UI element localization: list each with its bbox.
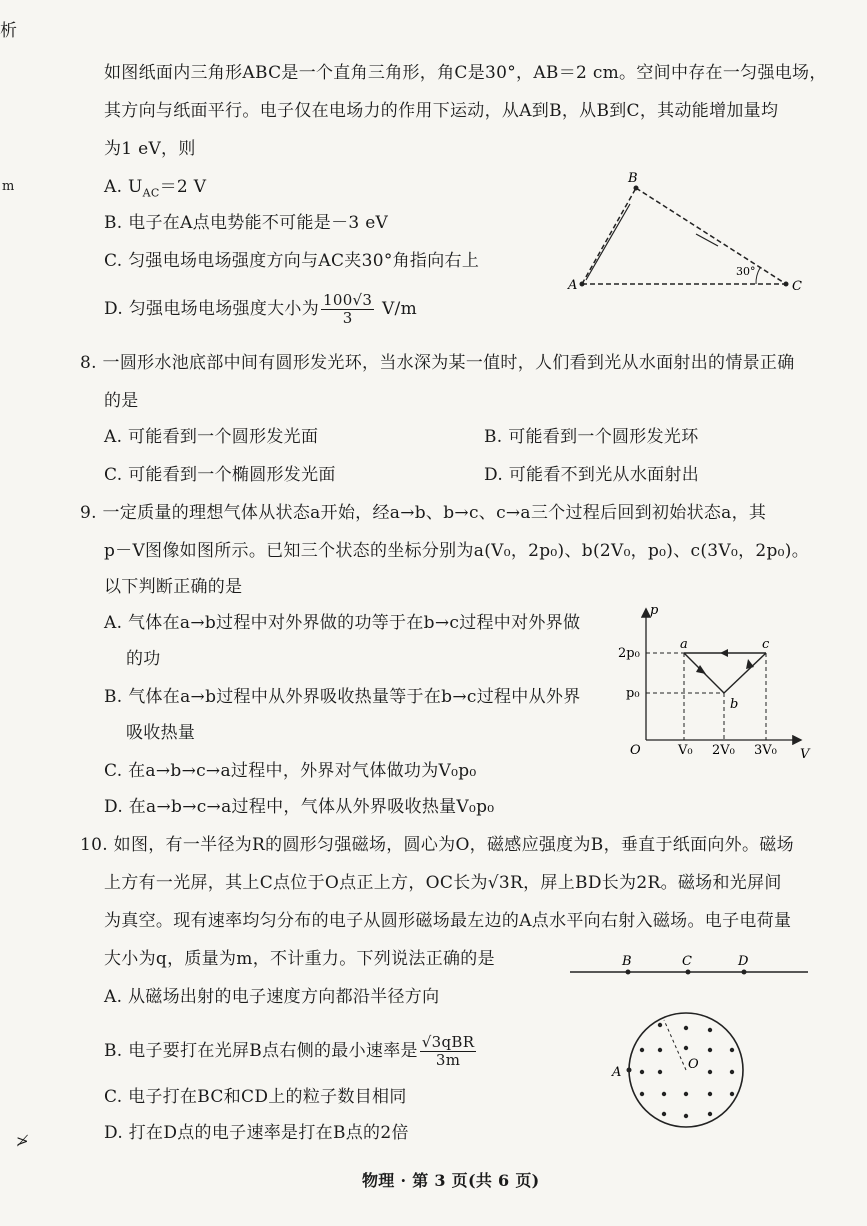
label-c: C xyxy=(792,279,802,294)
mark-line xyxy=(696,234,718,246)
axis-label-v: V xyxy=(800,747,810,762)
tick-3v0: 3V₀ xyxy=(754,743,777,758)
q10-option-b: B. 电子要打在光屏B点右侧的最小速率是 $\frac{\text{√3qBR}}{3m}$ xyxy=(104,1033,475,1069)
q9-stem-line-1: 9. 一定质量的理想气体从状态a开始，经a→b、b→c、c→a三个过程后回到初始状态a，其 xyxy=(80,503,767,523)
q7-option-b: B. 电子在A点电势能不可能是－3 eV xyxy=(104,213,389,233)
q8-option-c: C. 可能看到一个椭圆形发光面 xyxy=(104,465,336,485)
q9-pv-graph xyxy=(600,600,820,765)
screen-label-b: B xyxy=(622,954,632,969)
q10-magnetic-figure xyxy=(560,950,815,1140)
q7-option-a: A. $U_{AC}=2$ V xyxy=(104,177,207,200)
margin-mark-left: m xyxy=(2,179,15,194)
label-o: O xyxy=(688,1057,699,1072)
q7-stem-line-3: 为1 eV，则 xyxy=(104,139,196,159)
tick-2v0: 2V₀ xyxy=(712,743,735,758)
point-label-b: b xyxy=(730,697,739,712)
tick-2p0: 2p₀ xyxy=(618,646,640,661)
q9-stem-line-2: p－V图像如图所示。已知三个状态的坐标分别为a(V₀，2p₀)、b(2V₀，p₀)、c(3V₀，2p₀)。 xyxy=(104,541,810,561)
q9-option-c: C. 在a→b→c→a过程中，外界对气体做功为V₀p₀ xyxy=(104,761,477,781)
edge-ab xyxy=(582,188,636,284)
point-c xyxy=(784,282,789,287)
trajectory-line xyxy=(586,204,630,280)
q10-stem-line-3: 为真空。现有速率均匀分布的电子从圆形磁场最左边的A点水平向右射入磁场。电子电荷量 xyxy=(104,911,792,931)
q7-triangle-figure xyxy=(560,168,810,298)
screen-label-c: C xyxy=(682,954,692,969)
label-a: A xyxy=(612,1065,622,1080)
point-b xyxy=(634,186,639,191)
field-dots xyxy=(640,1023,734,1118)
tick-p0: p₀ xyxy=(626,686,640,701)
process-bc xyxy=(724,653,766,693)
q9-option-a-line-2: 的功 xyxy=(126,649,161,669)
q10-stem-line-2: 上方有一光屏，其上C点位于O点正上方，OC长为√3R，屏上BD长为2R。磁场和光屏间 xyxy=(104,873,782,893)
q10-option-a: A. 从磁场出射的电子速度方向都沿半径方向 xyxy=(104,987,440,1007)
page-footer: 物理 · 第 3 页(共 6 页) xyxy=(362,1171,540,1190)
q9-option-d: D. 在a→b→c→a过程中，气体从外界吸收热量V₀p₀ xyxy=(104,797,495,817)
angle-arc xyxy=(756,268,760,284)
q8-stem-line-2: 的是 xyxy=(104,391,139,411)
margin-mark-bottom: ≯ xyxy=(16,1132,29,1150)
q9-option-b-line-2: 吸收热量 xyxy=(126,723,196,743)
q7-option-d: D. 匀强电场电场强度大小为 $\frac{100√3}{3}$ V/m xyxy=(104,291,417,327)
point-label-c: c xyxy=(762,637,770,652)
q8-option-b: B. 可能看到一个圆形发光环 xyxy=(484,427,699,447)
label-a: A xyxy=(568,278,578,293)
radius-line xyxy=(664,1020,686,1070)
arrow-ca xyxy=(720,649,728,657)
edge-bc xyxy=(636,188,786,284)
q10-option-c: C. 电子打在BC和CD上的粒子数目相同 xyxy=(104,1087,407,1107)
q9-option-a-line-1: A. 气体在a→b过程中对外界做的功等于在b→c过程中对外界做 xyxy=(104,613,581,633)
entry-point-a xyxy=(627,1068,632,1073)
tick-v0: V₀ xyxy=(678,743,693,758)
screen-point-c xyxy=(686,970,691,975)
label-angle: 30° xyxy=(736,265,756,278)
point-label-a: a xyxy=(680,637,688,652)
screen-point-d xyxy=(742,970,747,975)
screen-label-d: D xyxy=(738,954,749,969)
q10-option-d: D. 打在D点的电子速率是打在B点的2倍 xyxy=(104,1123,409,1143)
q10-stem-line-1: 10. 如图，有一半径为R的圆形匀强磁场，圆心为O，磁感应强度为B，垂直于纸面向外。磁场 xyxy=(80,835,794,855)
q8-option-d: D. 可能看不到光从水面射出 xyxy=(484,465,700,485)
q7-stem-line-1: 如图纸面内三角形ABC是一个直角三角形，角C是30°，AB＝2 cm。空间中存在一匀强电场， xyxy=(104,63,827,83)
q10-stem-line-4: 大小为q，质量为m，不计重力。下列说法正确的是 xyxy=(104,949,495,969)
point-a xyxy=(580,282,585,287)
margin-mark-top: 析 xyxy=(0,21,18,41)
q7-stem-line-2: 其方向与纸面平行。电子仅在电场力的作用下运动，从A到B，从B到C，其动能增加量均 xyxy=(104,101,779,121)
q9-option-b-line-1: B. 气体在a→b过程中从外界吸收热量等于在b→c过程中从外界 xyxy=(104,687,581,707)
screen-point-b xyxy=(626,970,631,975)
q9-stem-line-3: 以下判断正确的是 xyxy=(104,577,243,597)
origin-label: O xyxy=(630,743,641,758)
q8-stem-line-1: 8. 一圆形水池底部中间有圆形发光环，当水深为某一值时，人们看到光从水面射出的情景正确 xyxy=(80,353,795,373)
axis-label-p: p xyxy=(650,603,659,618)
label-b: B xyxy=(628,171,638,186)
q7-option-c: C. 匀强电场电场强度方向与AC夹30°角指向右上 xyxy=(104,251,480,271)
arrow-bc xyxy=(746,659,754,669)
q8-option-a: A. 可能看到一个圆形发光面 xyxy=(104,427,319,447)
